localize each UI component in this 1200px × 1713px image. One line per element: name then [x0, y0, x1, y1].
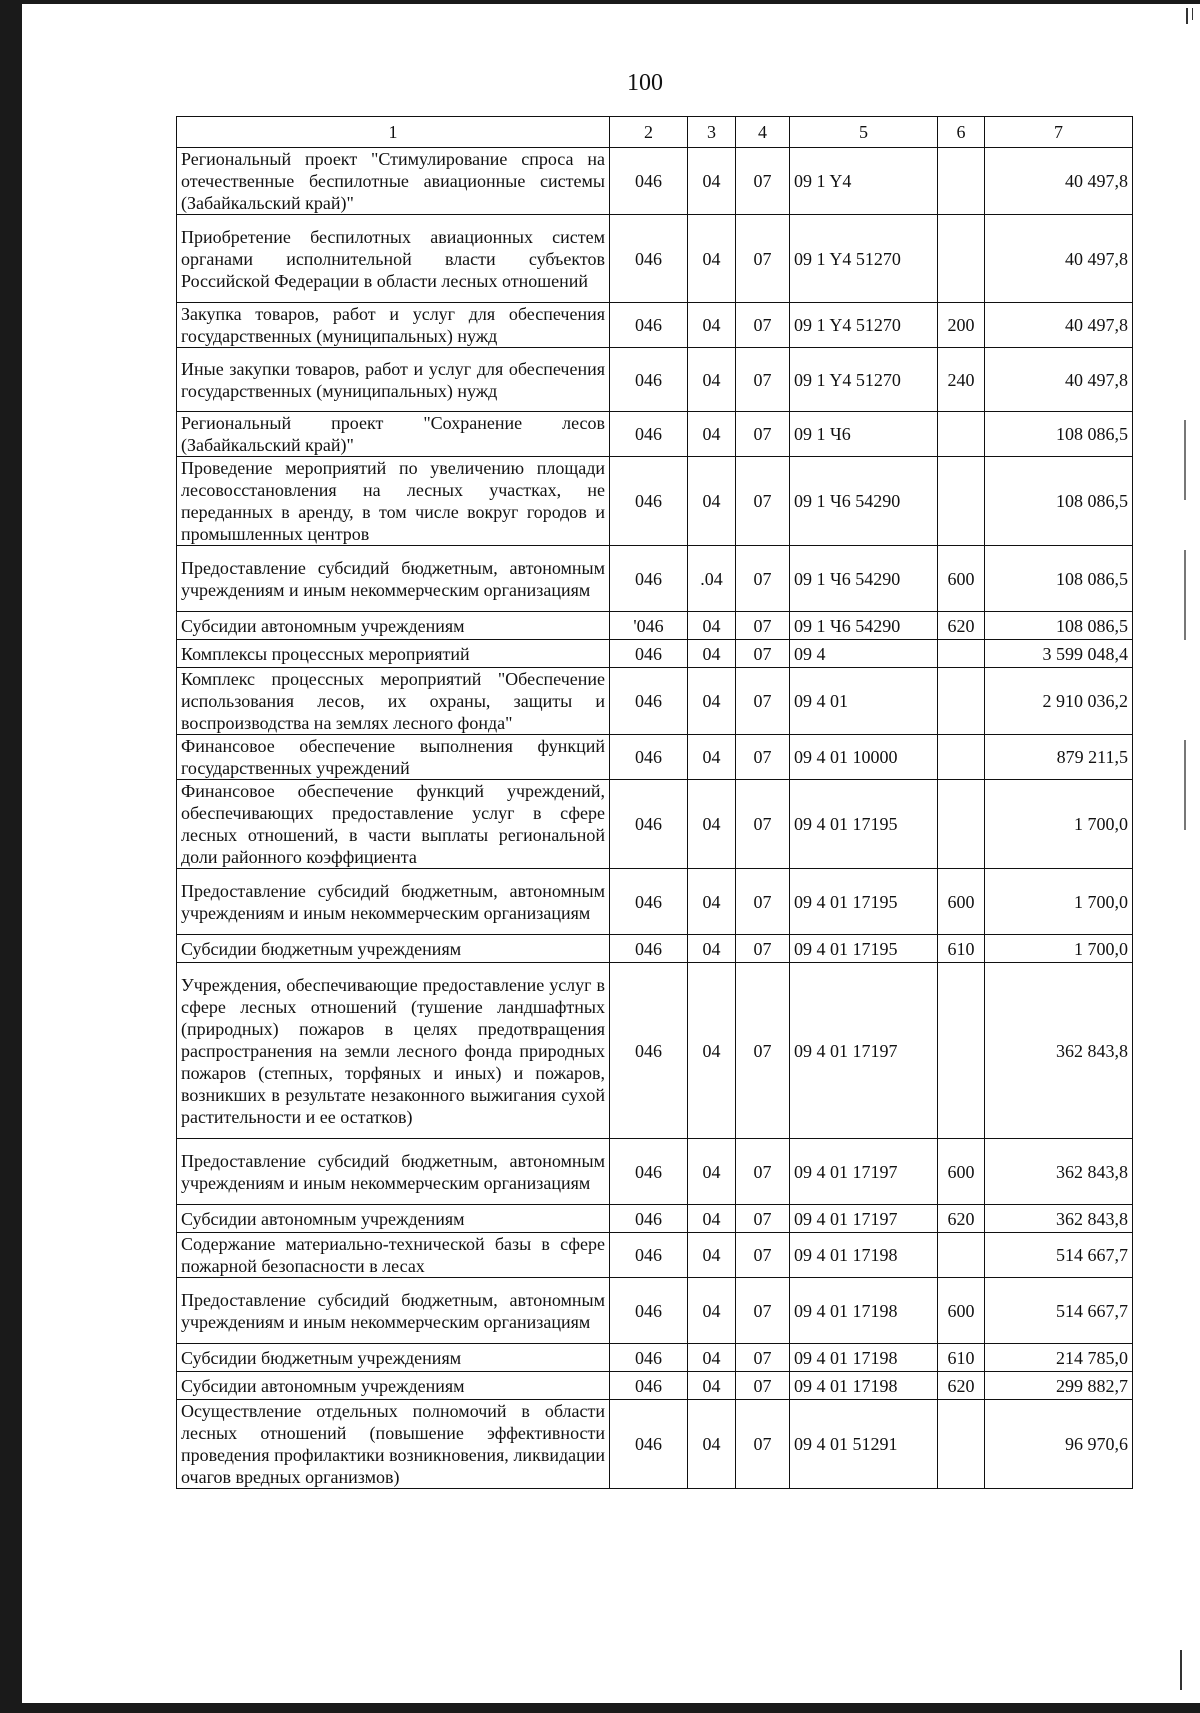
section-code-cell: 04	[688, 963, 736, 1139]
table-row	[177, 1139, 1133, 1205]
subsection-code-cell: 07	[736, 303, 790, 348]
item-name-cell: Региональный проект "Стимулирование спроса на отечественные беспилотные авиационные системы (Забайкальский край)"	[177, 148, 610, 215]
grbs-code-cell: 046	[610, 1233, 688, 1278]
subsection-code-cell: 07	[736, 457, 790, 546]
subsection-code-cell: 07	[736, 215, 790, 303]
scan-artifact	[1184, 420, 1186, 500]
amount-cell: 108 086,5	[985, 412, 1133, 457]
scan-border-left	[0, 0, 22, 1713]
grbs-code-cell: 046	[610, 148, 688, 215]
scan-artifact	[1180, 1650, 1182, 1690]
amount-cell: 2 910 036,2	[985, 668, 1133, 735]
amount-cell: 879 211,5	[985, 735, 1133, 780]
column-header-1: 1	[177, 117, 610, 148]
expense-type-code-cell	[938, 457, 985, 546]
scan-border-top	[0, 0, 1200, 4]
section-code-cell: 04	[688, 1278, 736, 1344]
table-row	[177, 1233, 1133, 1278]
expense-type-code-cell: 240	[938, 348, 985, 412]
amount-cell: 40 497,8	[985, 303, 1133, 348]
subsection-code-cell: 07	[736, 1344, 790, 1372]
subsection-code-cell: 07	[736, 1372, 790, 1400]
item-name-cell: Предоставление субсидий бюджетным, автономным учреждениям и иным некоммерческим организациям	[177, 546, 610, 612]
item-name-cell: Финансовое обеспечение функций учреждений, обеспечивающих предоставление услуг в сфере лесных отношений, в части выплаты региональной доли районного коэффициента	[177, 780, 610, 869]
item-name-cell: Содержание материально-технической базы в сфере пожарной безопасности в лесах	[177, 1233, 610, 1278]
amount-cell: 362 843,8	[985, 1139, 1133, 1205]
section-code-cell: 04	[688, 640, 736, 668]
grbs-code-cell: 046	[610, 963, 688, 1139]
expense-type-code-cell: 600	[938, 869, 985, 935]
subsection-code-cell: 07	[736, 148, 790, 215]
item-name-cell: Субсидии автономным учреждениям	[177, 1205, 610, 1233]
target-article-code-cell: 09 1 Ч6 54290	[790, 457, 938, 546]
section-code-cell: 04	[688, 612, 736, 640]
grbs-code-cell: 046	[610, 1400, 688, 1489]
section-code-cell: 04	[688, 735, 736, 780]
table-row	[177, 869, 1133, 935]
item-name-cell: Субсидии бюджетным учреждениям	[177, 1344, 610, 1372]
subsection-code-cell: 07	[736, 1139, 790, 1205]
table-row	[177, 963, 1133, 1139]
scan-artifact	[1192, 8, 1193, 20]
subsection-code-cell: 07	[736, 935, 790, 963]
item-name-cell: Закупка товаров, работ и услуг для обеспечения государственных (муниципальных) нужд	[177, 303, 610, 348]
table-row	[177, 148, 1133, 215]
grbs-code-cell: 046	[610, 457, 688, 546]
grbs-code-cell: 046	[610, 668, 688, 735]
target-article-code-cell: 09 4 01 51291	[790, 1400, 938, 1489]
table-row	[177, 612, 1133, 640]
table-row	[177, 640, 1133, 668]
section-code-cell: 04	[688, 1139, 736, 1205]
amount-cell: 362 843,8	[985, 1205, 1133, 1233]
expense-type-code-cell: 610	[938, 1344, 985, 1372]
amount-cell: 1 700,0	[985, 935, 1133, 963]
expense-type-code-cell	[938, 735, 985, 780]
grbs-code-cell: 046	[610, 640, 688, 668]
item-name-cell: Предоставление субсидий бюджетным, автономным учреждениям и иным некоммерческим организациям	[177, 869, 610, 935]
scan-artifact	[1186, 8, 1188, 24]
section-code-cell: 04	[688, 935, 736, 963]
target-article-code-cell: 09 4 01 17197	[790, 1139, 938, 1205]
section-code-cell: 04	[688, 215, 736, 303]
target-article-code-cell: 09 4 01 17198	[790, 1233, 938, 1278]
table-header-row	[177, 117, 1133, 148]
target-article-code-cell: 09 4 01 17198	[790, 1372, 938, 1400]
grbs-code-cell: 046	[610, 869, 688, 935]
item-name-cell: Региональный проект "Сохранение лесов (Забайкальский край)"	[177, 412, 610, 457]
section-code-cell: 04	[688, 348, 736, 412]
amount-cell: 40 497,8	[985, 348, 1133, 412]
target-article-code-cell: 09 4	[790, 640, 938, 668]
subsection-code-cell: 07	[736, 869, 790, 935]
amount-cell: 108 086,5	[985, 546, 1133, 612]
section-code-cell: 04	[688, 303, 736, 348]
amount-cell: 40 497,8	[985, 215, 1133, 303]
subsection-code-cell: 07	[736, 735, 790, 780]
item-name-cell: Осуществление отдельных полномочий в области лесных отношений (повышение эффективности проведения профилактики возникновения, ликвидации очагов вредных организмов)	[177, 1400, 610, 1489]
table-row	[177, 457, 1133, 546]
expense-type-code-cell	[938, 668, 985, 735]
table-body	[177, 148, 1133, 1489]
item-name-cell: Субсидии автономным учреждениям	[177, 612, 610, 640]
table-row	[177, 1344, 1133, 1372]
target-article-code-cell: 09 1 Ч6	[790, 412, 938, 457]
item-name-cell: Субсидии бюджетным учреждениям	[177, 935, 610, 963]
item-name-cell: Комплекс процессных мероприятий "Обеспечение использования лесов, их охраны, защиты и воспроизводства на землях лесного фонда"	[177, 668, 610, 735]
grbs-code-cell: 046	[610, 215, 688, 303]
table-row	[177, 1205, 1133, 1233]
amount-cell: 108 086,5	[985, 457, 1133, 546]
amount-cell: 1 700,0	[985, 869, 1133, 935]
expense-type-code-cell	[938, 148, 985, 215]
amount-cell: 514 667,7	[985, 1278, 1133, 1344]
item-name-cell: Иные закупки товаров, работ и услуг для обеспечения государственных (муниципальных) нужд	[177, 348, 610, 412]
column-header-3: 3	[688, 117, 736, 148]
target-article-code-cell: 09 1 Ч6 54290	[790, 612, 938, 640]
item-name-cell: Проведение мероприятий по увеличению площади лесовосстановления на лесных участках, не переданных в аренду, в том числе вокруг городов и промышленных центров	[177, 457, 610, 546]
grbs-code-cell: 046	[610, 303, 688, 348]
expense-type-code-cell	[938, 215, 985, 303]
subsection-code-cell: 07	[736, 412, 790, 457]
item-name-cell: Учреждения, обеспечивающие предоставление услуг в сфере лесных отношений (тушение ландшафтных (природных) пожаров в целях предотвращения распространения на земли лесного фонда природных пожаров (степных, торфяных и иных) и пожаров, возникших в результате незаконного выжигания сухой растительности и ее остатков)	[177, 963, 610, 1139]
amount-cell: 362 843,8	[985, 963, 1133, 1139]
target-article-code-cell: 09 4 01	[790, 668, 938, 735]
target-article-code-cell: 09 4 01 17198	[790, 1278, 938, 1344]
expense-type-code-cell	[938, 963, 985, 1139]
item-name-cell: Финансовое обеспечение выполнения функций государственных учреждений	[177, 735, 610, 780]
section-code-cell: 04	[688, 869, 736, 935]
expense-type-code-cell: 600	[938, 546, 985, 612]
grbs-code-cell: '046	[610, 612, 688, 640]
section-code-cell: .04	[688, 546, 736, 612]
item-name-cell: Предоставление субсидий бюджетным, автономным учреждениям и иным некоммерческим организациям	[177, 1278, 610, 1344]
target-article-code-cell: 09 1 Y4 51270	[790, 303, 938, 348]
table-row	[177, 935, 1133, 963]
grbs-code-cell: 046	[610, 1344, 688, 1372]
amount-cell: 1 700,0	[985, 780, 1133, 869]
expense-type-code-cell	[938, 640, 985, 668]
grbs-code-cell: 046	[610, 1139, 688, 1205]
expense-type-code-cell	[938, 412, 985, 457]
table-row	[177, 412, 1133, 457]
table-row	[177, 215, 1133, 303]
column-header-6: 6	[938, 117, 985, 148]
subsection-code-cell: 07	[736, 612, 790, 640]
target-article-code-cell: 09 4 01 17197	[790, 963, 938, 1139]
column-header-7: 7	[985, 117, 1133, 148]
column-header-4: 4	[736, 117, 790, 148]
amount-cell: 299 882,7	[985, 1372, 1133, 1400]
subsection-code-cell: 07	[736, 963, 790, 1139]
table-row	[177, 1400, 1133, 1489]
page-number: 100	[627, 70, 663, 96]
section-code-cell: 04	[688, 1205, 736, 1233]
expense-type-code-cell	[938, 1400, 985, 1489]
item-name-cell: Комплексы процессных мероприятий	[177, 640, 610, 668]
item-name-cell: Приобретение беспилотных авиационных систем органами исполнительной власти субъектов Российской Федерации в области лесных отношений	[177, 215, 610, 303]
expense-type-code-cell: 600	[938, 1139, 985, 1205]
target-article-code-cell: 09 4 01 17195	[790, 935, 938, 963]
scan-artifact	[1184, 550, 1186, 640]
expense-type-code-cell	[938, 1233, 985, 1278]
item-name-cell: Субсидии автономным учреждениям	[177, 1372, 610, 1400]
grbs-code-cell: 046	[610, 412, 688, 457]
item-name-cell: Предоставление субсидий бюджетным, автономным учреждениям и иным некоммерческим организациям	[177, 1139, 610, 1205]
budget-table	[176, 116, 1133, 1489]
scan-border-bottom	[0, 1703, 1200, 1713]
section-code-cell: 04	[688, 1400, 736, 1489]
grbs-code-cell: 046	[610, 935, 688, 963]
table-row	[177, 780, 1133, 869]
amount-cell: 40 497,8	[985, 148, 1133, 215]
grbs-code-cell: 046	[610, 780, 688, 869]
amount-cell: 108 086,5	[985, 612, 1133, 640]
target-article-code-cell: 09 1 Y4	[790, 148, 938, 215]
section-code-cell: 04	[688, 1233, 736, 1278]
table-row	[177, 735, 1133, 780]
grbs-code-cell: 046	[610, 1278, 688, 1344]
amount-cell: 3 599 048,4	[985, 640, 1133, 668]
expense-type-code-cell: 610	[938, 935, 985, 963]
amount-cell: 96 970,6	[985, 1400, 1133, 1489]
section-code-cell: 04	[688, 1344, 736, 1372]
target-article-code-cell: 09 4 01 17198	[790, 1344, 938, 1372]
table-row	[177, 546, 1133, 612]
scan-artifact	[1184, 740, 1186, 830]
subsection-code-cell: 07	[736, 1278, 790, 1344]
expense-type-code-cell: 620	[938, 1205, 985, 1233]
subsection-code-cell: 07	[736, 546, 790, 612]
table-row	[177, 1372, 1133, 1400]
section-code-cell: 04	[688, 457, 736, 546]
subsection-code-cell: 07	[736, 348, 790, 412]
table-row	[177, 668, 1133, 735]
target-article-code-cell: 09 1 Ч6 54290	[790, 546, 938, 612]
grbs-code-cell: 046	[610, 735, 688, 780]
expense-type-code-cell: 200	[938, 303, 985, 348]
subsection-code-cell: 07	[736, 1233, 790, 1278]
subsection-code-cell: 07	[736, 668, 790, 735]
table-row	[177, 303, 1133, 348]
expense-type-code-cell: 620	[938, 612, 985, 640]
target-article-code-cell: 09 4 01 17195	[790, 869, 938, 935]
subsection-code-cell: 07	[736, 640, 790, 668]
subsection-code-cell: 07	[736, 1205, 790, 1233]
subsection-code-cell: 07	[736, 780, 790, 869]
table-row	[177, 1278, 1133, 1344]
expense-type-code-cell	[938, 780, 985, 869]
section-code-cell: 04	[688, 148, 736, 215]
expense-type-code-cell: 620	[938, 1372, 985, 1400]
target-article-code-cell: 09 1 Y4 51270	[790, 215, 938, 303]
amount-cell: 514 667,7	[985, 1233, 1133, 1278]
section-code-cell: 04	[688, 412, 736, 457]
grbs-code-cell: 046	[610, 1205, 688, 1233]
grbs-code-cell: 046	[610, 546, 688, 612]
expense-type-code-cell: 600	[938, 1278, 985, 1344]
target-article-code-cell: 09 4 01 17197	[790, 1205, 938, 1233]
target-article-code-cell: 09 4 01 17195	[790, 780, 938, 869]
column-header-2: 2	[610, 117, 688, 148]
target-article-code-cell: 09 1 Y4 51270	[790, 348, 938, 412]
target-article-code-cell: 09 4 01 10000	[790, 735, 938, 780]
grbs-code-cell: 046	[610, 348, 688, 412]
grbs-code-cell: 046	[610, 1372, 688, 1400]
section-code-cell: 04	[688, 668, 736, 735]
column-header-5: 5	[790, 117, 938, 148]
section-code-cell: 04	[688, 780, 736, 869]
section-code-cell: 04	[688, 1372, 736, 1400]
subsection-code-cell: 07	[736, 1400, 790, 1489]
amount-cell: 214 785,0	[985, 1344, 1133, 1372]
table-row	[177, 348, 1133, 412]
